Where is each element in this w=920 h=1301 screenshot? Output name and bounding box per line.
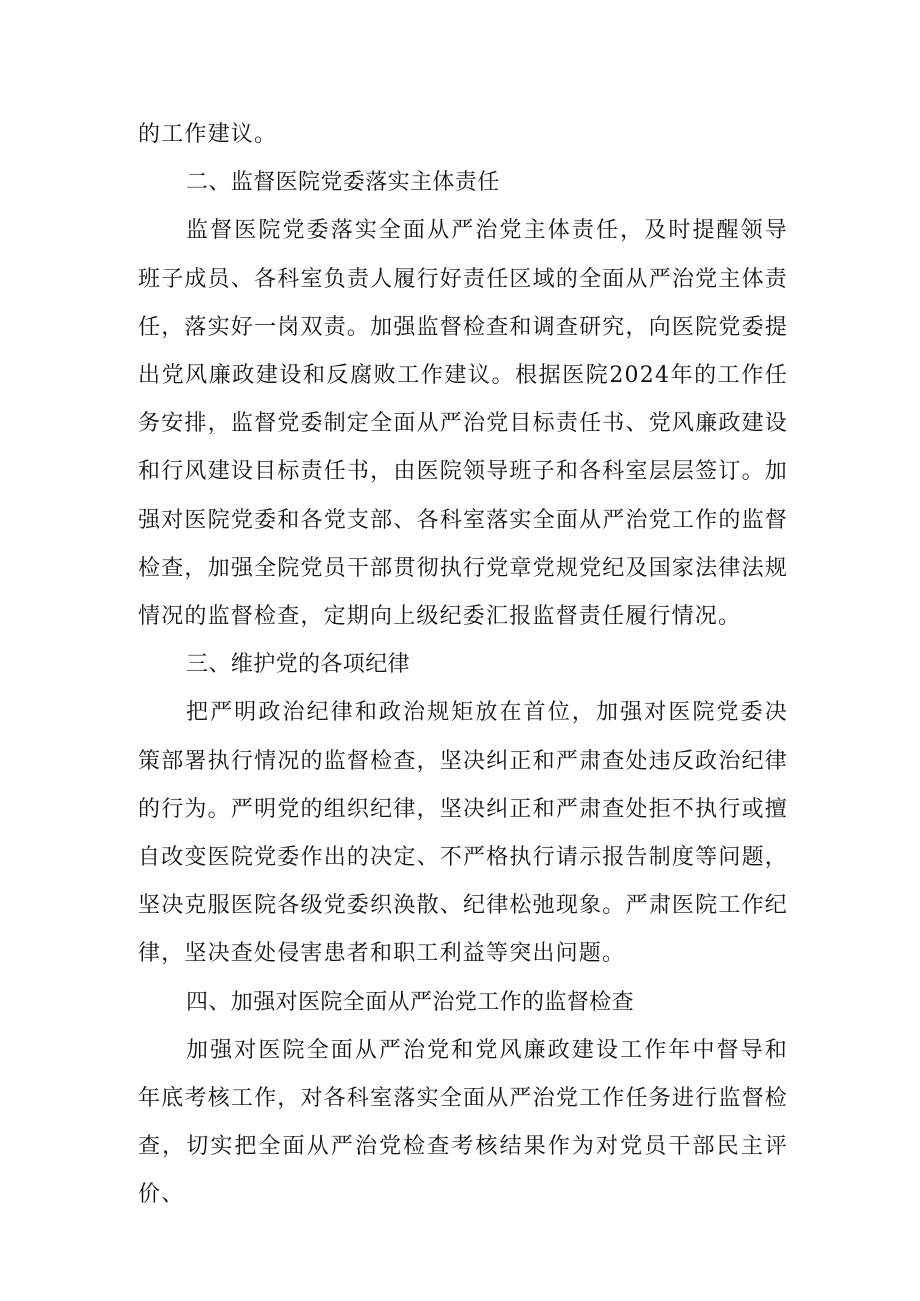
section-4-heading: 四、加强对医院全面从严治党工作的监督检查	[186, 989, 635, 1015]
section-3-paragraph: 把严明政治纪律和政治规矩放在首位，加强对医院党委决策部署执行情况的监督检查，坚决纠正和严肃查处违反政治纪律的行为。严明党的组织纪律，坚决纠正和严肃查处拒不执行或擅自改变医院党委作出的决定、不严格执行请示报告制度等问题，坚决克服医院各级党委织涣散、纪律松弛现象。严肃医院工作纪律，坚决查处侵害患者和职工利益等突出问题。	[138, 700, 788, 967]
document-body	[138, 111, 788, 1220]
section-4-paragraph: 加强对医院全面从严治党和党风廉政建设工作年中督导和年底考核工作，对各科室落实全面从严治党工作任务进行监督检查，切实把全面从严治党检查考核结果作为对党员干部民主评价、	[138, 1037, 788, 1208]
section-2-paragraph: 监督医院党委落实全面从严治党主体责任，及时提醒领导班子成员、各科室负责人履行好责任区域的全面从严治党主体责任，落实好一岗双责。加强监督检查和调查研究，向医院党委提出党风廉政建设和反腐败工作建议。根据医院2024年的工作任务安排，监督党委制定全面从严治党目标责任书、党风廉政建设和行风建设目标责任书，由医院领导班子和各科室层层签订。加强对医院党委和各党支部、各科室落实全面从严治党工作的监督检查，加强全院党员干部贯彻执行党章党规党纪及国家法律法规情况的监督检查，定期向上级纪委汇报监督责任履行情况。	[138, 218, 788, 630]
section-2-heading: 二、监督医院党委落实主体责任	[186, 170, 500, 196]
lead-fragment: 的工作建议。	[138, 122, 278, 147]
section-3-heading: 三、维护党的各项纪律	[186, 652, 411, 678]
